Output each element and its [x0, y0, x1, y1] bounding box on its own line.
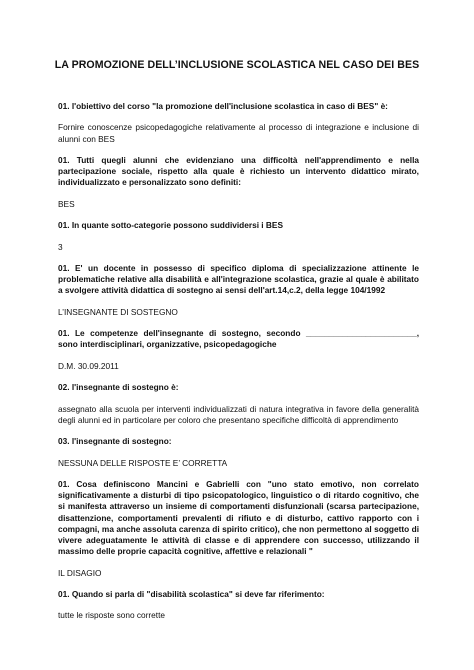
question-2: 01. Tutti quegli alunni che evidenziano una difficoltà nell'apprendimento e nella partecipazione sociale, rispetto alla quale è richiesto un intervento didattico mirato, individualizzato e personalizzato sono definiti: — [58, 154, 419, 188]
answer-5: D.M. 30.09.2011 — [58, 360, 119, 371]
question-3: 01. In quante sotto-categorie possono suddividersi i BES — [58, 220, 283, 231]
answer-1: Fornire conoscenze psicopedagogiche relativamente al processo di integrazione e inclusione di alunni con BES — [58, 122, 419, 144]
question-8: 01. Cosa definiscono Mancini e Gabrielli con "uno stato emotivo, non correlato significativamente a disturbi di tipo psicopatologico, linguistico o di ritardo cognitivo, che si manifesta attraverso un insieme di comportamenti disfunzionali (scarsa partecipazione, disattenzione, comportamenti prevalenti di rifiuto e di disturbo, cattivo rapporto con i compagni, ma anche assoluta carenza di spirito critico), che non permettono al soggetto di vivere adeguatamente le attività di classe e di apprendere con successo, utilizzando il massimo delle proprie capacità cognitive, affettive e relazionali " — [58, 478, 419, 557]
question-5: 01. Le competenze dell'insegnante di sostegno, secondo ________________________, sono interdisciplinari, organizzative, psicopedagogiche — [58, 328, 419, 350]
answer-8: IL DISAGIO — [58, 567, 102, 578]
answer-7: NESSUNA DELLE RISPOSTE E’ CORRETTA — [58, 457, 228, 468]
document-content — [58, 101, 419, 632]
answer-6: assegnato alla scuola per interventi individualizzati di natura integrativa in favore della generalità degli alunni ed in particolare per coloro che presentano specifiche difficoltà di apprendimento — [58, 403, 419, 425]
question-6: 02. l'insegnante di sostegno è: — [58, 382, 179, 393]
answer-4: L’INSEGNANTE DI SOSTEGNO — [58, 306, 178, 317]
question-4: 01. E' un docente in possesso di specifico diploma di specializzazione attinente le problematiche relative alla disabilità e all'integrazione scolastica, grazie al quale è abilitato a svolgere attività didattica di sostegno ai sensi dell'art.14,c.2, della legge 104/1992 — [58, 262, 419, 296]
question-1: 01. l'obiettivo del corso "la promozione dell'inclusione scolastica in caso di BES" è: — [58, 101, 388, 111]
question-7: 03. l'insegnante di sostegno: — [58, 436, 172, 447]
answer-9: tutte le risposte sono corrette — [58, 610, 165, 621]
answer-3: 3 — [58, 241, 63, 252]
question-9: 01. Quando si parla di "disabilità scolastica" si deve far riferimento: — [58, 588, 325, 599]
document-title: LA PROMOZIONE DELL’INCLUSIONE SCOLASTICA NEL CASO DEI BES — [54, 59, 420, 71]
answer-2: BES — [58, 198, 75, 209]
